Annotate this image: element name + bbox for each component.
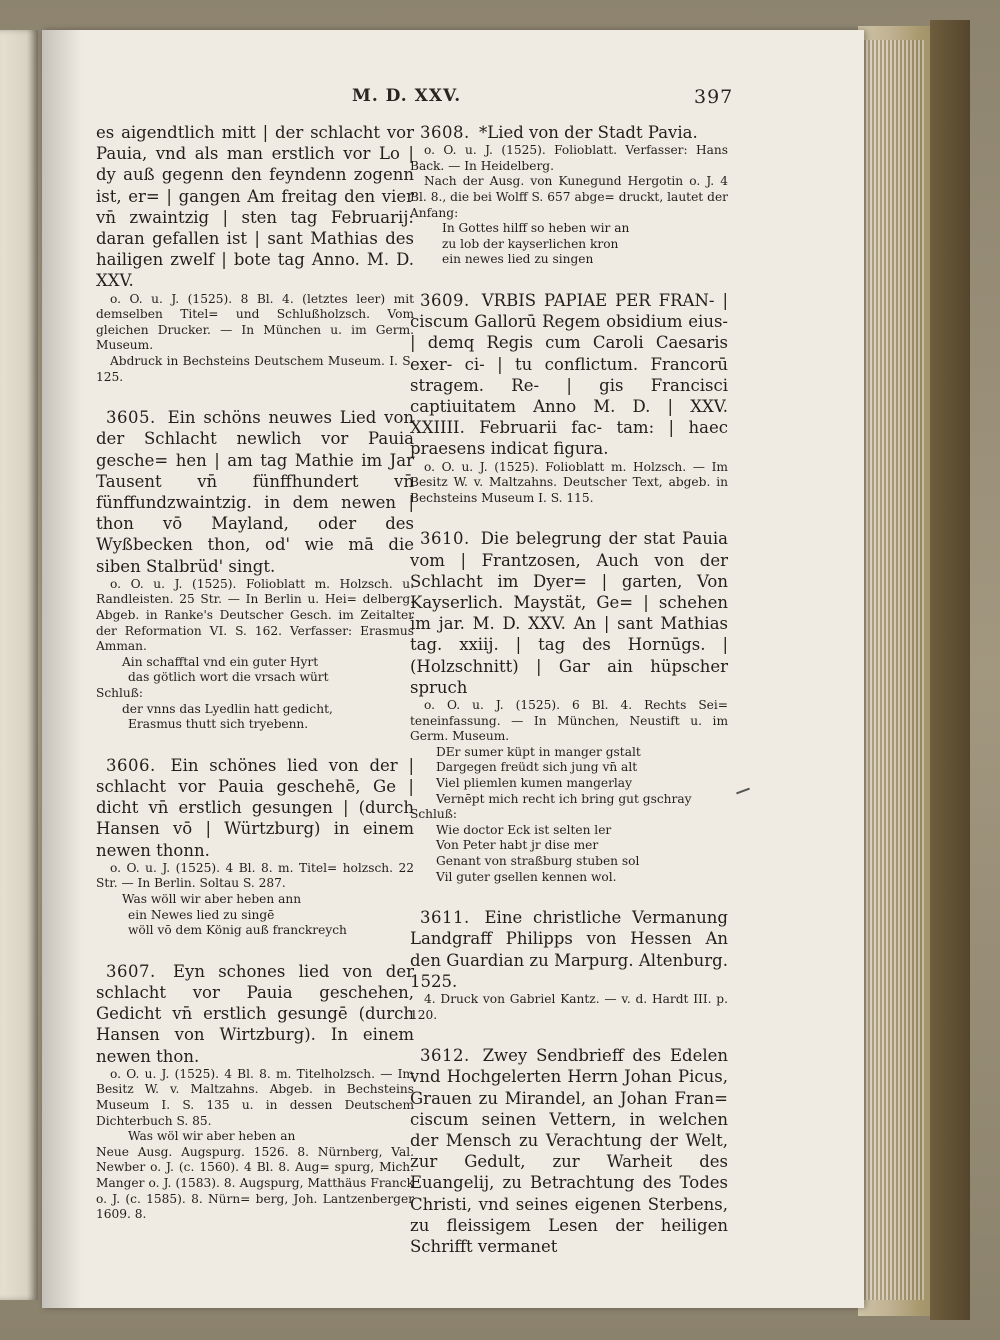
entry-3609 — [410, 290, 728, 506]
entry-number: 3609. — [420, 290, 470, 310]
page-number: 397 — [694, 86, 734, 108]
continued-entry — [96, 122, 414, 385]
quote-line: Dargegen freüdt sich jung vn̄ alt — [436, 760, 638, 775]
entry-title — [410, 290, 728, 460]
quote-line: Wie doctor Eck ist selten ler — [436, 822, 612, 837]
quote-line: Vil guter gsellen kennen wol. — [436, 869, 617, 884]
entry-note: Abdruck in Bechsteins Deutschem Museum. I. S. 125. — [96, 354, 414, 384]
entry-title-text: Eine christliche Vermanung Landgraff Philipps von Hessen An den Guardian zu Marpurg. Altenburg. 1525. — [410, 908, 728, 991]
entry-note: o. O. u. J. (1525). 8 Bl. 4. (letztes leer) mit demselben Titel= und Schlußholzsch. Vom gleichen Drucker. — In München u. im Germ. Museum. — [96, 291, 414, 353]
entry-title-text: Eyn schones lied von der schlacht vor Pauia geschehen, Gedicht vn̄ erstlich gesungē (durch Hansen von Wirtzburg). In einem newen thon. — [96, 961, 414, 1066]
entry-note: Nach der Ausg. von Kunegund Hergotin o. J. 4 Bl. 8., die bei Wolff S. 657 abge= druckt, lautet der Anfang: — [410, 174, 728, 220]
entry-title-text: Ein schönes lied von der | schlacht vor Pauia geschehē, Ge | dicht vn̄ erstlich gesungen | (durch Hansen vō | Würtzburg) in einem newen thonn. — [96, 755, 414, 860]
entry-3611 — [410, 907, 728, 1023]
entry-note: 4. Druck von Gabriel Kantz. — v. d. Hardt III. p. 120. — [410, 991, 728, 1022]
quote-line: Was wöl wir aber heben an — [128, 1129, 296, 1144]
entry-number: 3610. — [420, 529, 470, 549]
continued-title: es aigendtlich mitt | der schlacht vor Pauia, vnd als man erstlich vor Lo | dy auß gegenn den feyndenn zogenn ist, er= | gangen Am freitag den vier vn̄ zwaintzig | sten tag Februarij: daran gefallen ist | sant Mathias des hailigen zwelf | bote tag Anno. M. D. XXV. — [96, 123, 414, 291]
entry-3608 — [410, 122, 728, 268]
entry-number: 3612. — [420, 1046, 470, 1066]
entry-3606 — [96, 755, 414, 939]
quote-line: Ain schafftal vnd ein guter Hyrt — [122, 654, 319, 669]
page-stack-lines — [862, 40, 924, 1300]
entry-number: 3606. — [106, 755, 156, 775]
entry-3612 — [410, 1045, 728, 1257]
entry-title — [96, 755, 414, 861]
entry-number: 3605. — [106, 408, 156, 428]
quote-line: zu lob der kayserlichen kron — [442, 236, 619, 251]
entry-3605 — [96, 407, 414, 733]
entry-number: 3607. — [106, 961, 156, 981]
quote-line: Erasmus thutt sich tryebenn. — [128, 717, 309, 732]
entry-title — [410, 1045, 728, 1257]
incipit-quote — [410, 745, 728, 885]
entry-title-text: Die belegrung der stat Pauia vom | Frantzosen, Auch von der Schlacht im Dyer= | garten, Von Kayserlich. Maystät, Ge= | schehen im jar. M. D. XXV. An | sant Mathias tag. xxiij. | tag des Hornūgs. | (Holzschnitt) | Gar ain hüpscher spruch — [410, 529, 729, 697]
incipit-quote — [96, 1129, 414, 1145]
incipit-quote — [410, 221, 728, 268]
quote-line: In Gottes hilff so heben wir an — [442, 221, 630, 236]
entry-number: 3608. — [420, 123, 470, 142]
entry-title — [410, 122, 728, 143]
facing-page-edge — [0, 30, 38, 1300]
entry-title-text: VRBIS PAPIAE PER FRAN- | ciscum Gallorū Regem obsidium eius- | demq Regis cum Caroli Caesaris exer- ci- | tu conflictum. Francorū stragem. Re- | gis Francisci captiuitatem Anno M. D. | XXV. XXIIII. Februarii fac- tam: | haec praesens indicat figura. — [410, 290, 729, 459]
entry-3607 — [96, 961, 414, 1223]
entry-note: o. O. u. J. (1525). 6 Bl. 4. Rechts Sei= teneinfassung. — In München, Neustift u. im Germ. Museum. — [410, 697, 728, 744]
entry-title — [410, 528, 728, 698]
quote-line: DEr sumer küpt in manger gstalt — [436, 744, 641, 759]
quote-line: Genant von straßburg stuben sol — [436, 853, 640, 868]
entry-title — [96, 407, 414, 577]
closing-label: Schluß: — [410, 807, 458, 822]
quote-line: das götlich wort die vrsach würt — [128, 670, 329, 685]
quote-line: Was wöll wir aber heben ann — [122, 891, 302, 906]
entry-note: Neue Ausg. Augspurg. 1526. 8. Nürnberg, Val. Newber o. J. (c. 1560). 4 Bl. 8. Aug= spurg, Mich. Manger o. J. (1583). 8. Augspurg, Matthäus Franck o. J. (c. 1585). 8. Nürn= berg, Joh. Lantzenberger 1609. 8. — [96, 1144, 414, 1222]
entry-title-text: *Lied von der Stadt Pavia. — [479, 123, 698, 142]
entry-note: o. O. u. J. (1525). 4 Bl. 8. m. Titel= holzsch. 22 Str. — In Berlin. Soltau S. 287. — [96, 860, 414, 891]
entry-number: 3611. — [420, 908, 470, 928]
closing-label: Schluß: — [96, 685, 144, 700]
quote-line: wöll vō dem König auß franckreych — [128, 923, 347, 938]
entry-3610 — [410, 528, 728, 885]
gutter-shadow — [42, 30, 82, 1308]
quote-line: Viel pliemlen kumen mangerlay — [436, 775, 632, 790]
right-column — [410, 122, 728, 1257]
incipit-quote — [96, 655, 414, 733]
entry-note: o. O. u. J. (1525). Folioblatt. Verfasser: Hans Back. — In Heidelberg. — [410, 143, 728, 173]
book-cover-edge — [930, 20, 970, 1320]
incipit-quote — [96, 892, 414, 939]
quote-line: Vernēpt mich recht ich bring gut gschray — [436, 791, 692, 806]
entry-note: o. O. u. J. (1525). 4 Bl. 8. m. Titelholzsch. — Im Besitz W. v. Maltzahns. Abgeb. in Bechsteins Museum I. S. 135 u. in dessen Deutschem Dichterbuch S. 85. — [96, 1066, 414, 1128]
entry-title-text: Ein schöns neuwes Lied von der Schlacht newlich vor Pauia gesche= hen | am tag Mathie im Jar Tausent vn̄ fünffhundert vn̄ fünffundzwaintzig. in dem newen | thon vō Mayland, oder des Wyßbecken thon, od' wie mā die siben Stalbrüd' singt. — [96, 408, 414, 576]
entry-note: o. O. u. J. (1525). Folioblatt m. Holzsch. u. Randleisten. 25 Str. — In Berlin u. Hei= delberg. Abgeb. in Ranke's Deutscher Gesch. im Zeitalter der Reformation VI. S. 162. Verfasser: Erasmus Amman. — [96, 576, 414, 654]
entry-title — [96, 961, 414, 1067]
entry-note: o. O. u. J. (1525). Folioblatt m. Holzsch. — Im Besitz W. v. Maltzahns. Deutscher Text, abgeb. in Bechsteins Museum I. S. 115. — [410, 459, 728, 505]
entry-title — [410, 907, 728, 992]
quote-line: ein Newes lied zu singē — [128, 907, 275, 922]
running-header: M. D. XXV. — [352, 86, 462, 106]
entry-title-text: Zwey Sendbrieff des Edelen vnd Hochgelerten Herrn Johan Picus, Grauen zu Mirandel, an Johan Fran= ciscum seinen Vettern, in welchen der Mensch zu Verachtung der Welt, zur Gedult, zur Warheit des Euangelij, zu Betrachtung des Todes Christi, vnd seines eigenen Sterbens, zu fleissigem Lesen der heiligen Schrifft vermanet — [410, 1046, 729, 1256]
left-column — [96, 122, 414, 1223]
quote-line: der vnns das Lyedlin hatt gedicht, — [122, 701, 333, 716]
quote-line: ein newes lied zu singen — [442, 252, 594, 267]
quote-line: Von Peter habt jr dise mer — [436, 838, 599, 853]
